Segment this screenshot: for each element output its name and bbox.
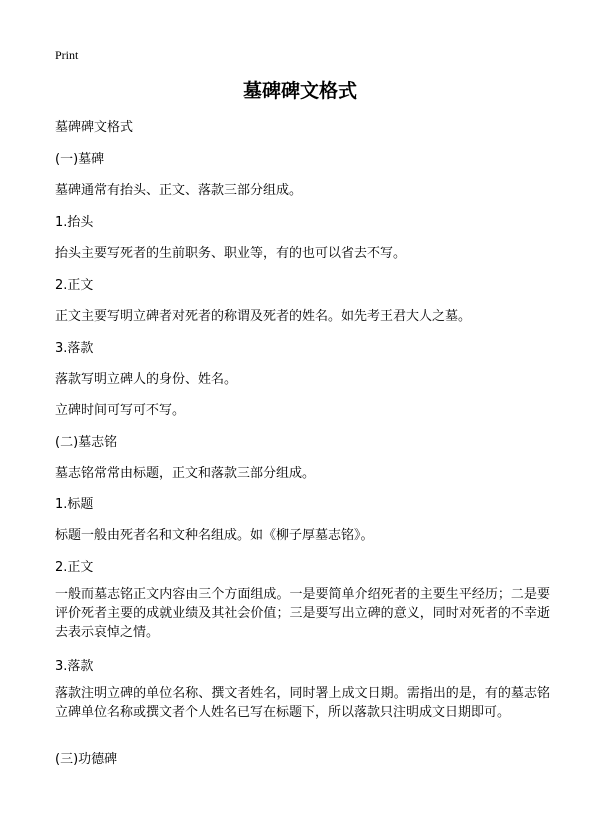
section-heading-merit-stele: (三)功德碑 [55,752,118,767]
section-intro-tombstone: 墓碑通常有抬头、正文、落款三部分组成。 [55,183,303,198]
section-heading-epitaph: (二)墓志铭 [55,435,118,450]
subheading-epitaph-signature: 3.落款 [55,659,94,674]
subheading-title: 1.标题 [55,497,94,512]
paragraph-header: 抬头主要写死者的生前职务、职业等，有的也可以省去不写。 [55,246,407,261]
paragraph-epitaph-body: 一般而墓志铭正文内容由三个方面组成。一是要简单介绍死者的主要生平经历；二是要评价死者主要的成就业绩及其社会价值；三是要写出立碑的意义，同时对死者的不幸逝去表示哀悼之情。 [55,587,550,640]
print-link[interactable]: Print [55,48,79,62]
paragraph-date-note: 立碑时间可写可不写。 [55,403,186,418]
paragraph-title: 标题一般由死者名和文种名组成。如《柳子厚墓志铭》。 [55,528,374,543]
page-title: 墓碑碑文格式 [242,80,357,102]
paragraph-epitaph-signature: 落款注明立碑的单位名称、撰文者姓名，同时署上成文日期。需指出的是，有的墓志铭立碑单位名称或撰文者个人姓名已写在标题下，所以落款只注明成文日期即可。 [55,686,550,720]
paragraph-body: 正文主要写明立碑者对死者的称谓及死者的姓名。如先考王君大人之墓。 [55,309,472,324]
subheading-signature: 3.落款 [55,341,94,356]
subheading-epitaph-body: 2.正文 [55,560,94,575]
paragraph-signature: 落款写明立碑人的身份、姓名。 [55,372,238,387]
subheading-body: 2.正文 [55,278,94,293]
section-heading-tombstone: (一)墓碑 [55,152,105,167]
subheading-header: 1.抬头 [55,215,94,230]
section-intro-epitaph: 墓志铭常常由标题，正文和落款三部分组成。 [55,466,316,481]
document-subtitle: 墓碑碑文格式 [55,120,134,135]
